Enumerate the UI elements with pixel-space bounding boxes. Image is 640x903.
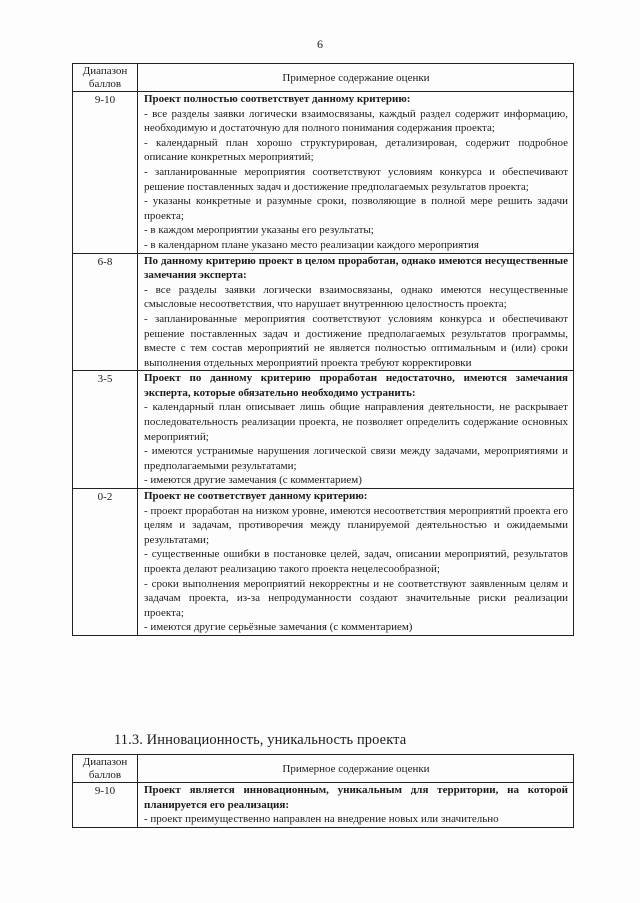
page-number: 6 (317, 37, 323, 51)
table-row (73, 253, 574, 371)
assessment-lead: Проект по данному критерию проработан недостаточно, имеются замечания эксперта, которые обязательно необходимо устранить: (144, 372, 568, 399)
header-range: Диапазон баллов (73, 755, 138, 783)
assessment-cell (138, 783, 574, 828)
table-header-row (73, 64, 574, 92)
assessment-item: - имеются устранимые нарушения логической связи между задачами, мероприятиями и предполагаемыми результатами; (144, 445, 568, 472)
scoring-table-11-3 (72, 754, 574, 828)
assessment-item: - в каждом мероприятии указаны его результаты; (144, 224, 374, 237)
assessment-item: - все разделы заявки логически взаимосвязаны, каждый раздел содержит информацию, необходимую и достаточную для полного понимания содержания проекта; (144, 107, 568, 135)
table-row (73, 783, 574, 828)
assessment-cell (138, 489, 574, 636)
assessment-item: - все разделы заявки логически взаимосвязаны, однако имеются несущественные смысловые несоответствия, что нарушает внутреннюю целостность проекта; (144, 283, 568, 311)
score-range: 6-8 (73, 253, 138, 371)
table-row (73, 371, 574, 489)
header-range: Диапазон баллов (73, 64, 138, 92)
assessment-lead: По данному критерию проект в целом проработан, однако имеются несущественные замечания эксперта: (144, 254, 568, 282)
header-content: Примерное содержание оценки (138, 64, 574, 92)
assessment-lead: Проект полностью соответствует данному критерию: (144, 93, 411, 105)
assessment-item: - календарный план описывает лишь общие направления деятельности, не раскрывает последовательность реализации проекта, не позволяет определить содержание основных мероприятий; (144, 401, 568, 443)
assessment-lead: Проект не соответствует данному критерию: (144, 490, 368, 503)
table-row (73, 489, 574, 636)
assessment-item: - проект преимущественно направлен на внедрение новых или значительно (144, 813, 499, 826)
assessment-item: - указаны конкретные и разумные сроки, позволяющие в полной мере решить задачи проекта; (144, 195, 568, 222)
score-range: 9-10 (73, 92, 138, 254)
assessment-cell (138, 92, 574, 254)
assessment-item: - в календарном плане указано место реализации каждого мероприятия (144, 238, 479, 251)
assessment-item: - запланированные мероприятия соответствуют условиям конкурса и обеспечивают решение поставленных задач и достижение предполагаемых результатов проекта; (144, 165, 568, 193)
assessment-cell (138, 371, 574, 489)
score-range: 3-5 (73, 371, 138, 489)
assessment-item: - сроки выполнения мероприятий некорректны и не соответствуют заявленным целям и задачам проекта, из-за непродуманности создают значительные риски реализации проекта; (144, 577, 568, 619)
scoring-table-11-2 (72, 63, 574, 636)
assessment-cell (138, 253, 574, 371)
assessment-item: - имеются другие серьёзные замечания (с комментарием) (144, 621, 413, 634)
header-content: Примерное содержание оценки (138, 755, 574, 783)
assessment-item: - имеются другие замечания (с комментарием) (144, 474, 362, 487)
assessment-item: - запланированные мероприятия соответствуют условиям конкурса и обеспечивают решение поставленных задач и достижение предполагаемых результатов программы, вместе с тем состав мероприятий не является полностью оптимальным и (или) сроки выполнения отдельных мероприятий проекта требуют корректировки (144, 312, 568, 369)
assessment-item: - существенные ошибки в постановке целей, задач, описании мероприятий, результатов проекта делают реализацию такого проекта нецелесообразной; (144, 548, 568, 575)
table-row (73, 92, 574, 254)
score-range: 9-10 (73, 783, 138, 828)
assessment-item: - проект проработан на низком уровне, имеются несоответствия мероприятий проекта его целям и задачам, противоречия между планируемой деятельностью и ожидаемыми результатами; (144, 504, 568, 546)
score-range: 0-2 (73, 489, 138, 636)
assessment-item: - календарный план хорошо структурирован, детализирован, содержит подробное описание конкретных мероприятий; (144, 136, 568, 164)
section-title: 11.3. Инновационность, уникальность проекта (114, 732, 407, 748)
table-header-row (73, 755, 574, 783)
assessment-lead: Проект является инновационным, уникальным для территории, на которой планируется его реализация: (144, 784, 568, 811)
